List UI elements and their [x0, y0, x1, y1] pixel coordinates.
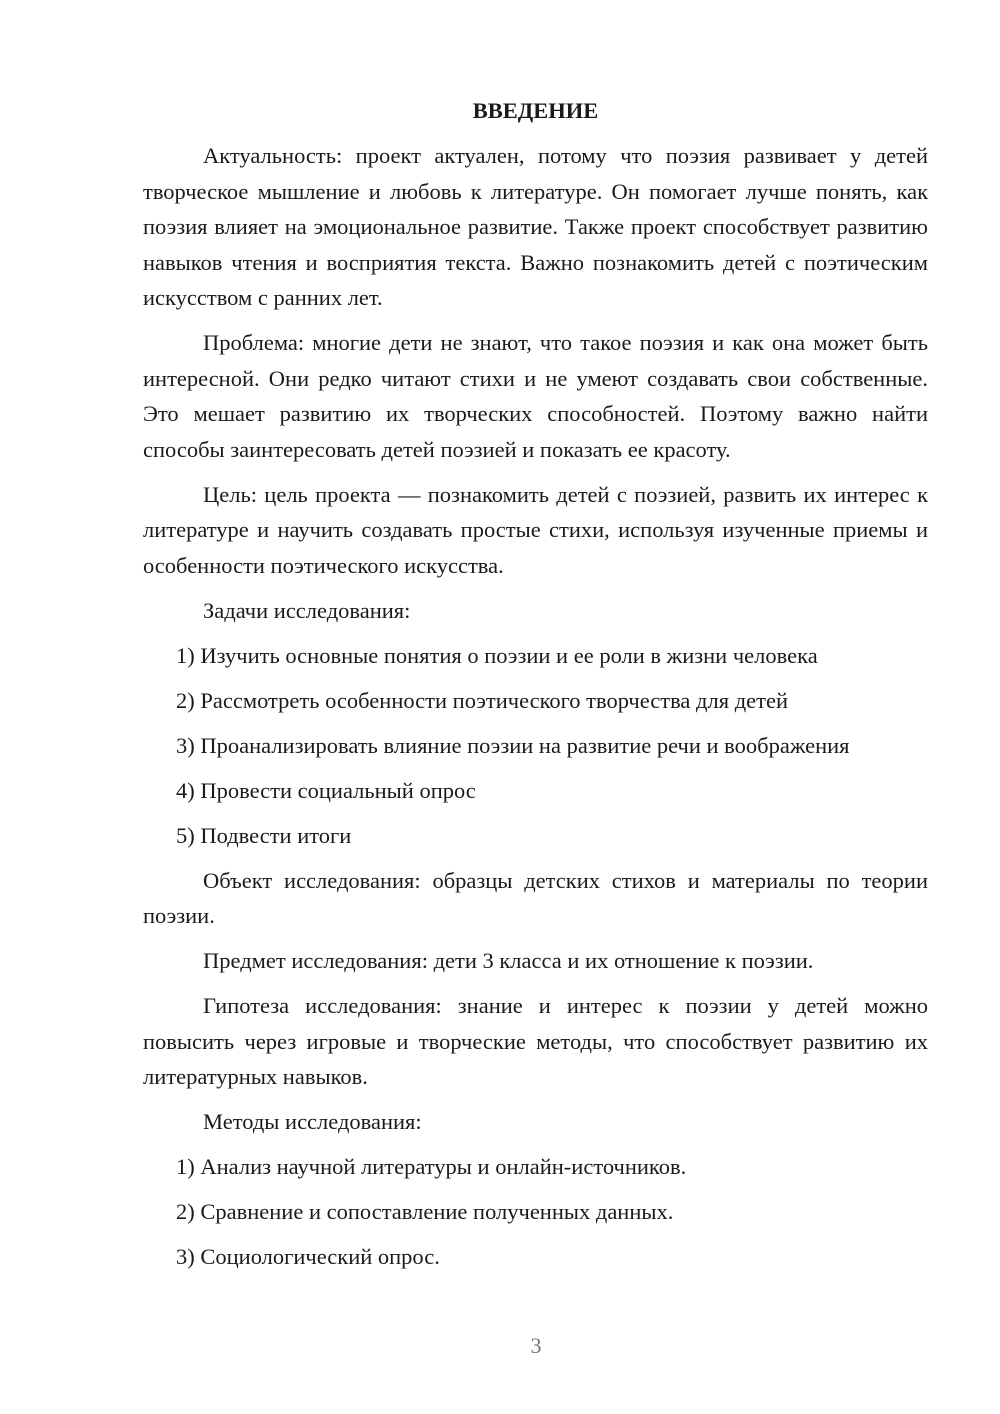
hypothesis-paragraph: Гипотеза исследования: знание и интерес к поэзии у детей можно повысить через игровые и творческие методы, что способствует развитию их литературных навыков. [143, 993, 928, 1089]
list-item: 1) Анализ научной литературы и онлайн-источников. [176, 1154, 687, 1179]
page-number: 3 [530, 1333, 542, 1358]
list-item: 3) Проанализировать влияние поэзии на развитие речи и воображения [176, 732, 850, 758]
problem-paragraph: Проблема: многие дети не знают, что такое поэзия и как она может быть интересной. Они редко читают стихи и не умеют создавать свои собственные. Это мешает развитию их творческих способностей. Поэтому важно найти способы заинтересовать детей поэзией и показать ее красоту. [143, 330, 928, 462]
tasks-heading: Задачи исследования: [203, 597, 411, 623]
list-item: 2) Рассмотреть особенности поэтического творчества для детей [176, 687, 788, 713]
document-page [143, 93, 928, 1284]
page-title: ВВЕДЕНИЕ [472, 98, 599, 123]
methods-list [143, 1149, 928, 1275]
list-item: 3) Социологический опрос. [176, 1244, 440, 1269]
relevance-paragraph: Актуальность: проект актуален, потому что поэзия развивает у детей творческое мышление и любовь к литературе. Он помогает лучше понять, как поэзия влияет на эмоциональное развитие. Также проект способствует развитию навыков чтения и восприятия текста. Важно познакомить детей с поэтическим искусством с ранних лет. [143, 143, 928, 310]
object-paragraph: Объект исследования: образцы детских стихов и материалы по теории поэзии. [143, 867, 928, 928]
list-item: 4) Провести социальный опрос [176, 777, 476, 803]
list-item: 1) Изучить основные понятия о поэзии и ее роли в жизни человека [176, 642, 818, 668]
list-item: 2) Сравнение и сопоставление полученных данных. [176, 1199, 674, 1224]
list-item: 5) Подвести итоги [176, 822, 352, 848]
goal-paragraph: Цель: цель проекта — познакомить детей с поэзией, развить их интерес к литературе и научить создавать простые стихи, используя изученные приемы и особенности поэтического искусства. [143, 481, 928, 578]
tasks-list [143, 638, 928, 854]
methods-heading: Методы исследования: [203, 1109, 422, 1134]
subject-paragraph: Предмет исследования: дети 3 класса и их отношение к поэзии. [203, 948, 814, 973]
